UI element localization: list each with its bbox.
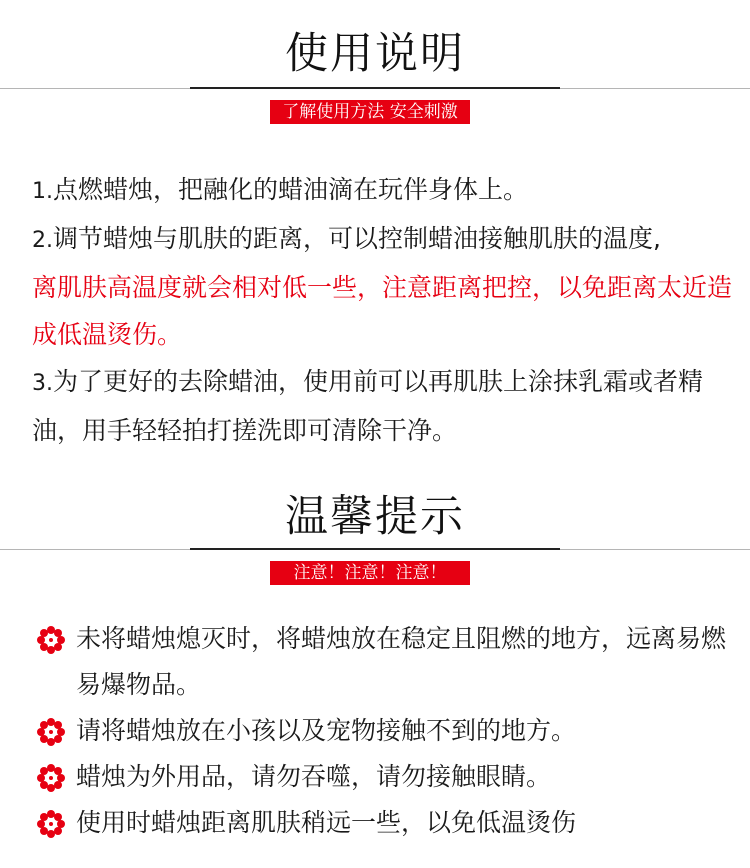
warning-highlight: 离肌肤高温度就会相对低一些，注意距离把控，以免距离太近造成低温烫伤。 xyxy=(32,273,733,349)
red-flower-icon xyxy=(36,625,66,655)
tips-divider-dark xyxy=(190,548,560,550)
tip-text: 蜡烛为外用品，请勿吞噬，请勿接触眼睛。 xyxy=(76,762,552,791)
instruction-item-2: 2.调节蜡烛与肌肤的距离，可以控制蜡油接触肌肤的温度, 离肌肤高温度就会相对低一些，注意距离把控，以免距离太近造成低温烫伤。 xyxy=(32,224,733,349)
red-flower-icon xyxy=(36,763,66,793)
page-title: 使用说明 xyxy=(285,29,465,79)
tip-item xyxy=(36,800,726,846)
tip-item xyxy=(36,754,726,800)
tip-text: 未将蜡烛熄灭时，将蜡烛放在稳定且阻燃的地方，远离易燃易爆物品。 xyxy=(76,624,727,699)
instruction-paragraph xyxy=(32,166,732,454)
tip-item xyxy=(36,708,726,754)
title-divider-dark xyxy=(190,87,560,89)
tip-item xyxy=(36,616,726,708)
instruction-item-1: 1.点燃蜡烛，把融化的蜡油滴在玩伴身体上。 xyxy=(32,175,529,204)
tips-badge: 注意！注意！注意！ xyxy=(270,561,470,585)
tip-text: 使用时蜡烛距离肌肤稍远一些，以免低温烫伤 xyxy=(76,808,577,837)
tips-title: 温馨提示 xyxy=(285,492,465,542)
red-flower-icon xyxy=(36,809,66,839)
red-flower-icon xyxy=(36,717,66,747)
tips-list xyxy=(36,616,726,846)
instruction-item-3: 3.为了更好的去除蜡油，使用前可以再肌肤上涂抹乳霜或者精油，用手轻轻拍打搓洗即可清除干净。 xyxy=(32,367,704,445)
section-badge: 了解使用方法 安全刺激 xyxy=(270,100,470,124)
tip-text: 请将蜡烛放在小孩以及宠物接触不到的地方。 xyxy=(76,716,577,745)
